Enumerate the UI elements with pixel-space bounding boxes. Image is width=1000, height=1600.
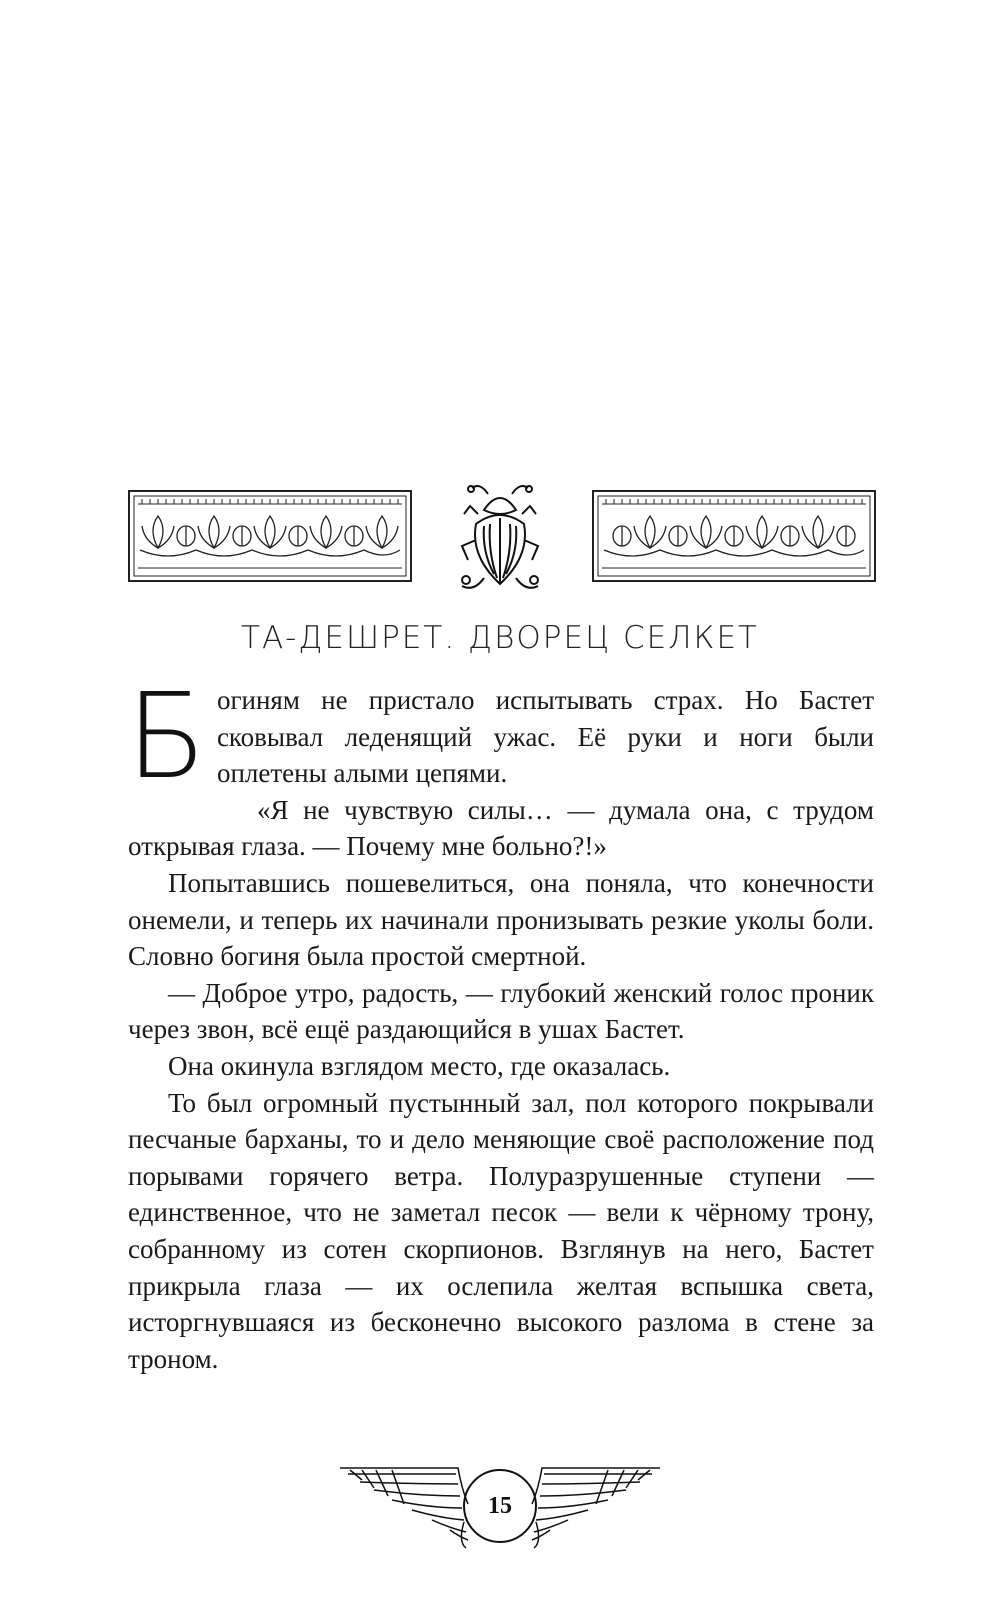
paragraph bbox=[126, 667, 874, 805]
body-text bbox=[126, 667, 874, 1377]
chapter-ornament bbox=[0, 490, 1000, 605]
lotus-frieze-right-icon bbox=[592, 490, 876, 582]
scarab-icon bbox=[458, 480, 542, 600]
chapter-title: ТА-ДЕШРЕТ. ДВОРЕЦ СЕЛКЕТ bbox=[241, 620, 759, 656]
lotus-frieze-left-icon bbox=[128, 490, 412, 582]
drop-cap: Б bbox=[126, 667, 207, 805]
page-number: 15 bbox=[488, 1493, 512, 1519]
paragraph: «Я не чувствую силы… — думала она, с трудом открывая глаза. — Почему мне больно?!» bbox=[128, 794, 874, 862]
paragraph: То был огромный пустынный зал, пол которого покрывали песчаные барханы, то и дело меняющие своё расположение под порывами горячего ветра. Полуразрушенные ступени — единственное, что не заметал песок — вели к чёрному трону, собранному из сотен скорпионов. Взглянув на него, Бастет прикрыла глаза — их ослепила желтая вспышка света, исторгнувшаяся из бесконечно высокого разлома в стене за троном. bbox=[128, 1087, 874, 1374]
paragraph-text: огиням не пристало испытывать страх. Но Бастет сковывал леденящий ужас. Её руки и ноги были оплетены алыми цепями. bbox=[216, 685, 874, 789]
paragraph: Она окинула взглядом место, где оказалась. bbox=[168, 1050, 671, 1081]
paragraph: — Доброе утро, радость, — глубокий женский голос проник через звон, всё ещё раздающийся в ушах Бастет. bbox=[128, 977, 874, 1045]
paragraph: Попытавшись пошевелиться, она поняла, что конечности онемели, и теперь их начинали пронизывать резкие уколы боли. Словно богиня была простой смертной. bbox=[128, 867, 874, 972]
